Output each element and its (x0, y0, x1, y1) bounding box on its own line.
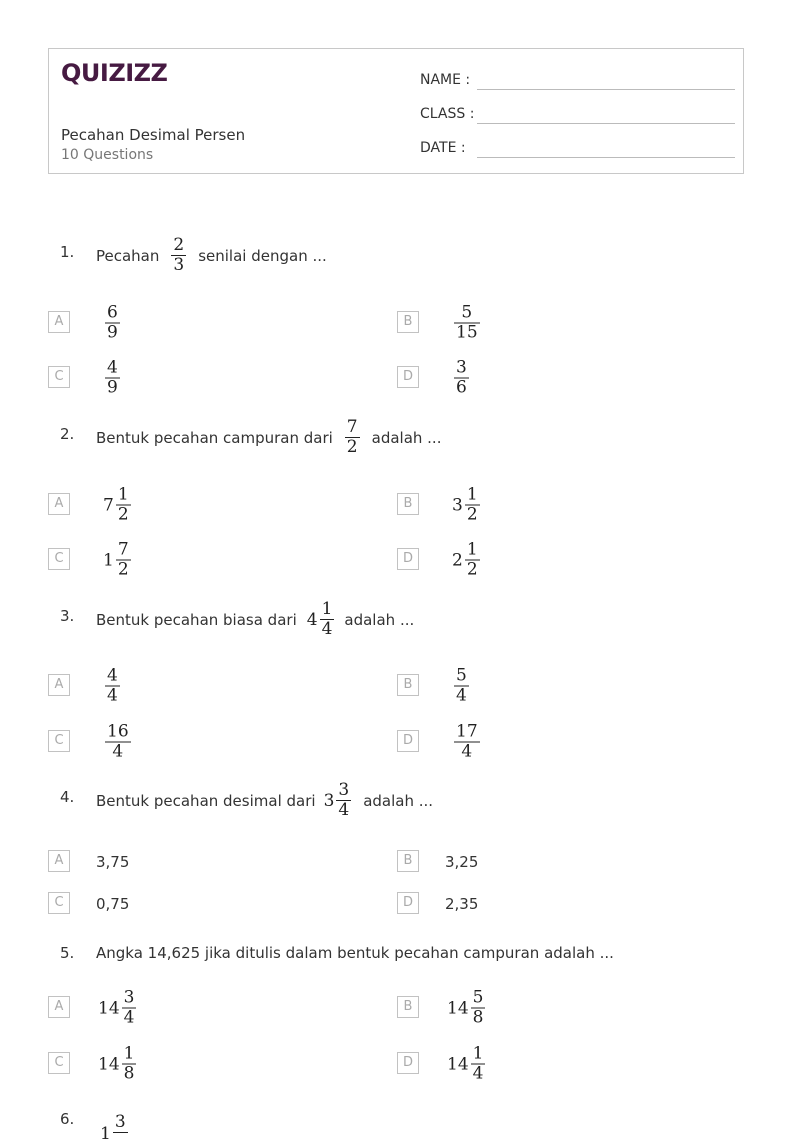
question-6-number: 6. (60, 1110, 75, 1128)
option-text: 2,35 (445, 895, 479, 913)
option-letter: C (48, 892, 70, 914)
question-count: 10 Questions (61, 147, 154, 163)
question-1-number: 1. (60, 243, 75, 261)
option-letter: A (48, 850, 70, 872)
name-line (477, 89, 735, 90)
question-4-mixed-number: 3 $\frac{3}{4}$ (323, 780, 350, 820)
option-letter: A (48, 493, 70, 515)
question-6-text (100, 1102, 130, 1144)
question-2-text (96, 418, 441, 457)
name-field[interactable] (420, 66, 735, 90)
question-2-fraction: $\frac{7}{2}$ (346, 417, 358, 457)
question-5-number: 5. (60, 944, 75, 962)
option-mixed-number: 14 $\frac{5}{8}$ (447, 987, 484, 1028)
question-4-pre: Bentuk pecahan desimal dari (96, 791, 316, 810)
question-1-fraction: $\frac{2}{3}$ (173, 235, 185, 275)
option-mixed-number: 3 $\frac{1}{2}$ (452, 484, 478, 525)
option-letter: C (48, 730, 70, 752)
date-line (477, 157, 735, 158)
option-mixed-number: 14 $\frac{1}{4}$ (447, 1043, 484, 1084)
question-2-number: 2. (60, 425, 75, 443)
option-fraction: $\frac{5}{4}$ (456, 665, 467, 706)
question-4-post: adalah ... (363, 791, 434, 810)
question-1-text (96, 236, 327, 275)
question-3-text (96, 600, 414, 639)
option-letter: D (397, 366, 419, 388)
option-fraction: $\frac{5}{15}$ (456, 302, 478, 343)
question-2-pre: Bentuk pecahan campuran dari (96, 428, 333, 447)
quizizz-logo: QUIZIZZ (61, 59, 168, 87)
question-3-pre: Bentuk pecahan biasa dari (96, 610, 297, 629)
option-mixed-number: 2 $\frac{1}{2}$ (452, 539, 478, 580)
question-2-post: adalah ... (371, 428, 442, 447)
option-fraction: $\frac{17}{4}$ (456, 721, 478, 762)
option-fraction: $\frac{6}{9}$ (107, 302, 118, 343)
option-letter: D (397, 892, 419, 914)
option-fraction: $\frac{4}{9}$ (107, 357, 118, 398)
option-letter: C (48, 366, 70, 388)
option-fraction: $\frac{3}{6}$ (456, 357, 467, 398)
question-1-post: senilai dengan ... (198, 246, 327, 265)
question-4-number: 4. (60, 788, 75, 806)
class-line (477, 123, 735, 124)
class-label: CLASS : (420, 106, 475, 122)
option-letter: D (397, 1052, 419, 1074)
option-letter: B (397, 493, 419, 515)
quiz-title: Pecahan Desimal Persen (61, 126, 246, 144)
option-text: 3,75 (96, 853, 130, 871)
option-fraction: $\frac{4}{4}$ (107, 665, 118, 706)
question-4-text (96, 781, 433, 820)
question-3-post: adalah ... (344, 610, 415, 629)
option-letter: B (397, 674, 419, 696)
question-6-mixed-number: 1 3 (100, 1112, 126, 1144)
date-label: DATE : (420, 140, 466, 156)
name-label: NAME : (420, 72, 471, 88)
option-letter: C (48, 1052, 70, 1074)
option-letter: B (397, 996, 419, 1018)
option-text: 0,75 (96, 895, 130, 913)
option-letter: D (397, 730, 419, 752)
worksheet-header (48, 48, 744, 174)
option-letter: C (48, 548, 70, 570)
question-3-mixed-number: 4 $\frac{1}{4}$ (306, 599, 333, 639)
option-letter: A (48, 311, 70, 333)
option-mixed-number: 1 $\frac{7}{2}$ (103, 539, 129, 580)
option-letter: B (397, 311, 419, 333)
date-field[interactable] (420, 134, 735, 158)
question-1-pre: Pecahan (96, 246, 160, 265)
question-3-number: 3. (60, 607, 75, 625)
option-letter: A (48, 996, 70, 1018)
option-mixed-number: 14 $\frac{1}{8}$ (98, 1043, 135, 1084)
option-mixed-number: 14 $\frac{3}{4}$ (98, 987, 135, 1028)
option-letter: A (48, 674, 70, 696)
question-5-text: Angka 14,625 jika ditulis dalam bentuk pecahan campuran adalah ... (96, 944, 614, 962)
option-letter: B (397, 850, 419, 872)
option-text: 3,25 (445, 853, 479, 871)
option-mixed-number: 7 $\frac{1}{2}$ (103, 484, 129, 525)
class-field[interactable] (420, 100, 735, 124)
option-letter: D (397, 548, 419, 570)
option-fraction: $\frac{16}{4}$ (107, 721, 129, 762)
